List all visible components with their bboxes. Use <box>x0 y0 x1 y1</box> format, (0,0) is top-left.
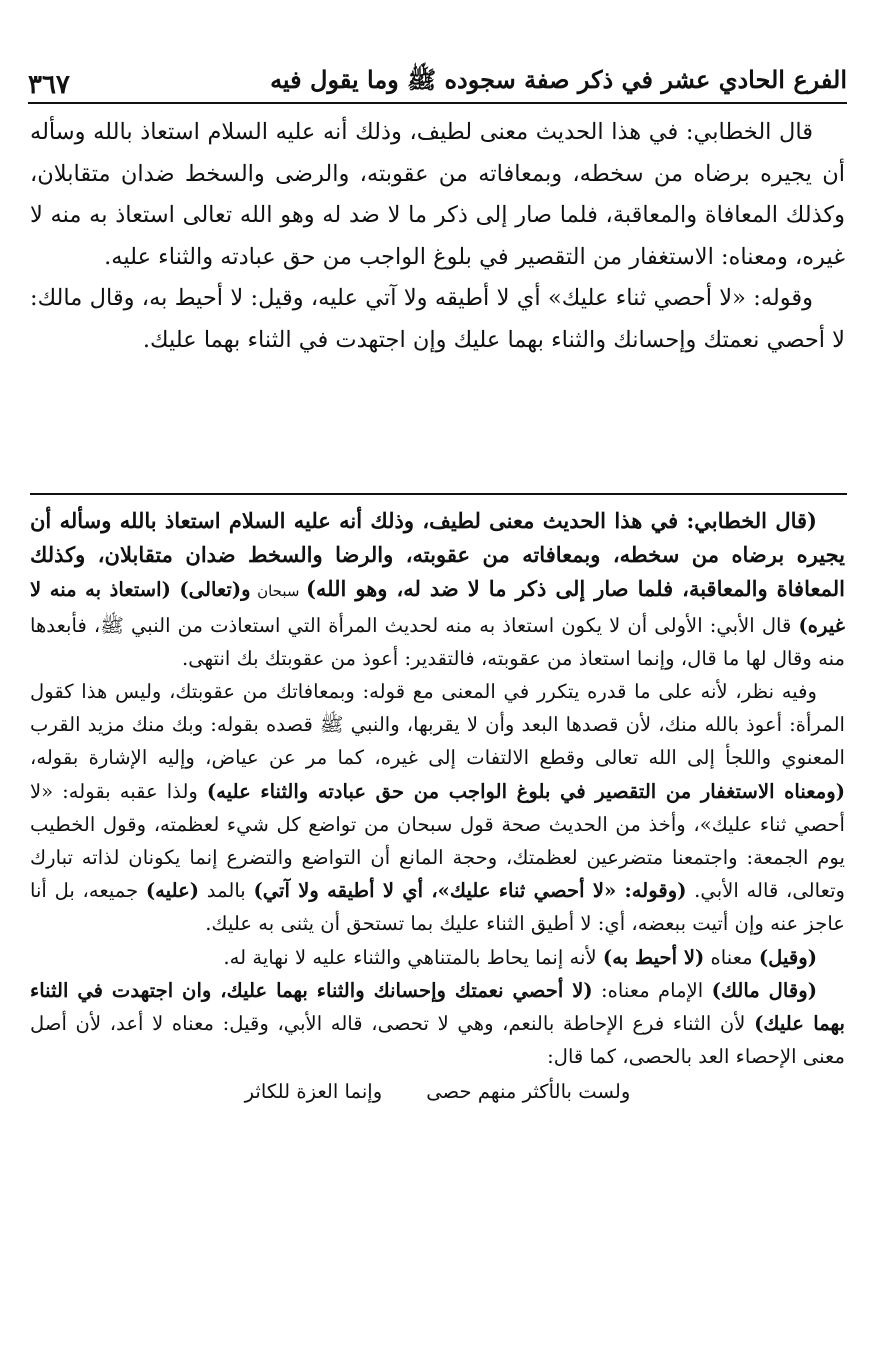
commentary-divider <box>30 493 847 495</box>
commentary <box>30 504 845 1108</box>
commentary-text: لأن الثناء فرع الإحاطة بالنعم، وهي لا تحصى، قاله الأبي، وقيل: معناه لا أعد، لأن أصل معنى الإحصاء العد بالحصى، كما قال: <box>30 1012 845 1069</box>
quoted-text: (وقيل) <box>758 945 817 969</box>
page-header <box>28 52 847 100</box>
quoted-text: (قال الخطابي: في هذا الحديث معنى لطيف، وذلك أنه عليه السلام استعاذ بالله وسأله أن يجيره برضاه من سخطه، وبمعافاته من عقوبته، والرضا والسخط ضدان متقابلان، وكذلك المعافاة والمعاقبة، فلما صار إلى ذكر ما لا ضد له، وهو الله) <box>30 508 845 602</box>
commentary-text: قال الأبي: الأولى أن لا يكون استعاذ به منه لحديث المرأة التي استعاذت من النبي ﷺ، فأبعدها منه وقال لها ما قال، وإنما استعاذ من عقوبته، فالتقدير: أعوذ من عقوبتك بك انتهى. <box>30 613 845 670</box>
commentary-text: سبحان <box>250 582 306 601</box>
quoted-text: (لا أحيط به) <box>602 945 705 969</box>
commentary-text: ولذا عقبه بقوله: «لا أحصي ثناء عليك»، وأخذ من الحديث صحة قول سبحان من تواضع كل شيء لعظمته، وقول الخطيب يوم الجمعة: واجتمعنا متضرعين لعظمتك، وحجة المانع أن التواضع والتضرع إنما يكونان لذاته تبارك وتعالى، قاله الأبي. <box>30 779 845 903</box>
commentary-text: بالمد <box>199 879 254 903</box>
commentary-text: الإمام معناه: <box>592 978 712 1002</box>
commentary-paragraph-1 <box>30 504 845 675</box>
commentary-text: وفيه نظر، لأنه على ما قدره يتكرر في المعنى مع قوله: وبمعافاتك من عقوبتك، وليس هذا كقول المرأة: أعوذ بالله منك، لأن قصدها البعد وأن لا يقربها، والنبي ﷺ قصده بقوله: وبك منك مزيد القرب المعنوي واللجأ إلى الله تعالى وقطع الالتفات إلى غيره، كما مر عن عياض، وإليه الإشارة بقوله، <box>30 680 845 770</box>
running-title: الفرع الحادي عشر في ذكر صفة سجوده ﷺ وما يقول فيه <box>270 65 847 94</box>
commentary-text: لأنه إنما يحاط بالمتناهي والثناء عليه لا نهاية له. <box>223 945 603 969</box>
main-paragraph-2: وقوله: «لا أحصي ثناء عليك» أي لا أطيقه ولا آتي عليه، وقيل: لا أحيط به، وقال مالك: لا أحصي نعمتك وإحسانك والثناء بهما عليك وإن اجتهدت في الثناء بهما عليك. <box>30 285 845 353</box>
page-number: ٣٦٧ <box>28 70 70 100</box>
commentary-paragraph-4 <box>30 974 845 1074</box>
quoted-text: (لا أحصي نعمتك وإحسانك والثناء بهما عليك، وان اجتهدت في الثناء بهما عليك) <box>30 978 845 1036</box>
main-paragraph-1: قال الخطابي: في هذا الحديث معنى لطيف، وذلك أنه عليه السلام استعاذ بالله وسأله أن يجيره برضاه من سخطه، وبمعافاته من عقوبته، والرضى والسخط ضدان متقابلان، وكذلك المعافاة والمعاقبة، فلما صار إلى ذكر ما لا ضد له وهو الله تعالى استعاذ به منه لا غيره، ومعناه: الاستغفار من التقصير في بلوغ الواجب من حق عبادته والثناء عليه. <box>30 119 845 270</box>
poetry-verse <box>30 1075 845 1108</box>
commentary-text: معناه <box>704 945 759 969</box>
quoted-text: (وقوله: «لا أحصي ثناء عليك»، أي لا أطيقه ولا آتي) <box>253 879 687 903</box>
quoted-text: (عليه) <box>145 879 200 903</box>
verse-first-hemistich: ولست بالأكثر منهم حصى <box>426 1080 631 1104</box>
commentary-paragraph-3 <box>30 941 845 974</box>
commentary-paragraph-2 <box>30 675 845 941</box>
quoted-text: و(تعالى) (استعاذ به منه لا غيره) <box>30 578 845 637</box>
main-text <box>30 112 845 362</box>
commentary-text: جميعه، بل أنا عاجز عنه وإن أتيت ببعضه، أي: لا أطيق الثناء عليك بما تستحق أن يثنى به عليك. <box>30 879 845 936</box>
quoted-text: (وقال مالك) <box>711 978 817 1002</box>
quoted-text: (ومعناه الاستغفار من التقصير في بلوغ الواجب من حق عبادته والثناء عليه) <box>206 779 845 803</box>
header-divider <box>28 102 847 104</box>
verse-second-hemistich: وإنما العزة للكاثر <box>244 1080 383 1104</box>
